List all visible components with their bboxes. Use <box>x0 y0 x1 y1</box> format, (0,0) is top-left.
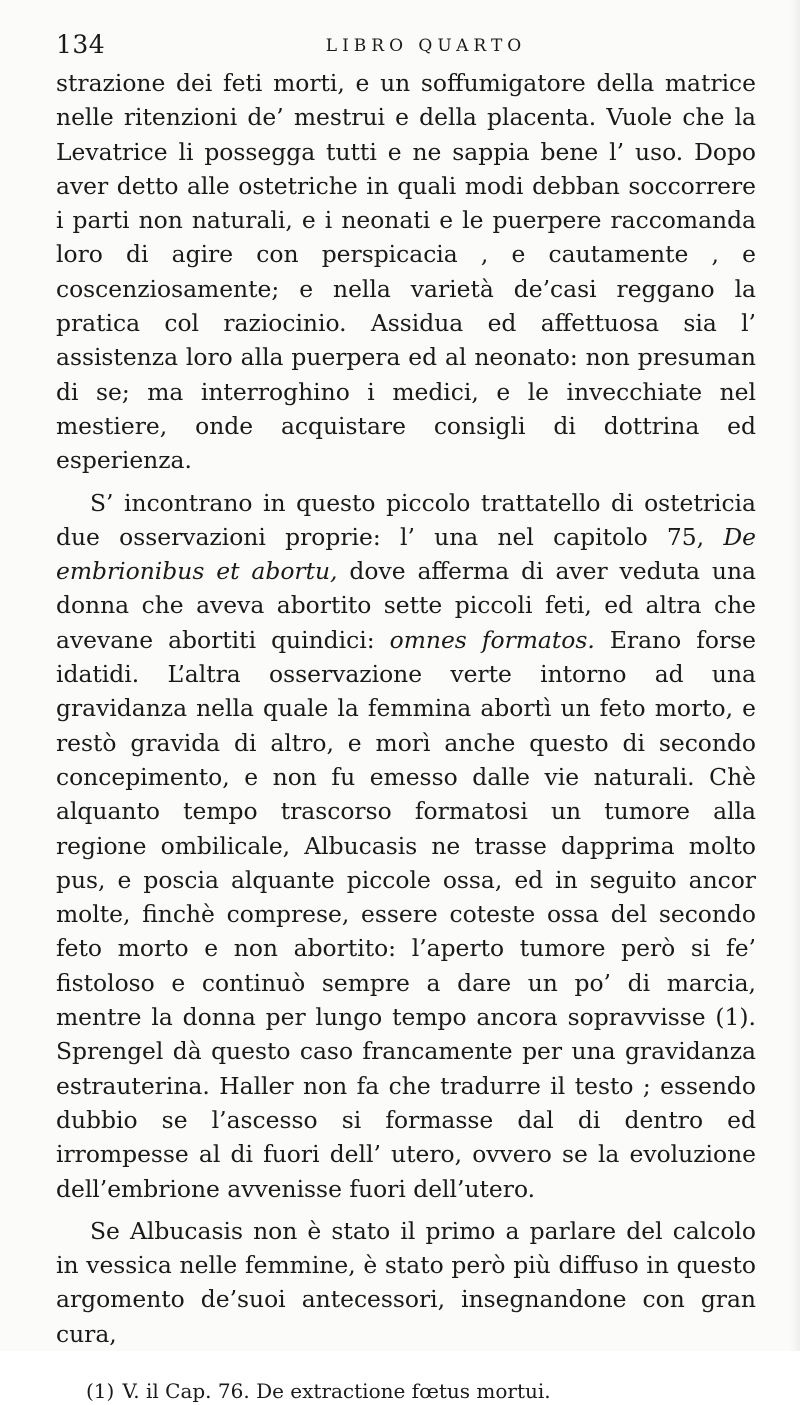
paragraph-calculus: Se Albucasis non è stato il primo a parlare del calcolo in vessica nelle femmine, è stato però più diffuso in questo argomento de’suoi antecessori, insegnandone con gran cura, <box>56 1216 756 1348</box>
paragraph-text: dove afferma di aver veduta una donna che aveva abortito sette piccoli feti, ed altra che avevane abortiti quindici: <box>56 557 756 654</box>
footnote-text: V. il Cap. 76. De extractione fœtus mortui. <box>122 1378 551 1403</box>
footnote <box>56 1377 756 1405</box>
latin-title: De embrionibus et abortu, <box>56 522 756 586</box>
page-number: 134 <box>56 30 106 59</box>
page-edge-shadow <box>790 0 800 1351</box>
latin-quote: omnes formatos. <box>389 625 595 654</box>
paragraph-text: S’ incontrano in questo piccolo trattatello di ostetricia due osservazioni proprie: l’ una nel capitolo 75, <box>56 488 756 551</box>
page-header <box>56 28 756 62</box>
footnote-marker: (1) <box>86 1378 115 1403</box>
paragraph-observations <box>56 486 756 1206</box>
paragraph-continuation: strazione dei feti morti, e un soffumigatore della matrice nelle ritenzioni de’ mestrui e della placenta. Vuole che la Levatrice li possegga tutti e ne sappia bene l’ uso. Dopo aver detto alle ostetriche in quali modi debban soccorrere i parti non naturali, e i neonati e le puerpere raccomanda loro di agire con perspicacia , e cautamente , e coscenziosamente; e nella varietà de’casi reggano la pratica col raziocinio. Assidua ed affettuosa sia l’ assistenza loro alla puerpera ed al neonato: non presuman di se; ma interroghino i medici, e le invecchiate nel mestiere, onde acquistare consigli di dottrina ed esperienza. <box>56 69 756 475</box>
body-text <box>56 66 756 1351</box>
running-head: LIBRO QUARTO <box>325 36 527 56</box>
paragraph-text: Erano forse idatidi. L’altra osservazione verte intorno ad una gravidanza nella quale la femmina abortì un feto morto, e restò gravida di altro, e morì anche questo di secondo concepimento, e non fu emesso dalle vie naturali. Chè alquanto tempo trascorso formatosi un tumore alla regione ombilicale, Albucasis ne trasse dapprima molto pus, e poscia alquante piccole ossa, ed in seguito ancor molte, finchè comprese, essere coteste ossa del secondo feto morto e non abortito: l’aperto tumore però si fe’ fistoloso e continuò sempre a dare un po’ di marcia, mentre la donna per lungo tempo ancora sopravvisse (1). Sprengel dà questo caso francamente per una gravidanza estrauterina. Haller non fa che tradurre il testo ; essendo dubbio se l’ascesso si formasse dal di dentro ed irrompesse al di fuori dell’ utero, ovvero se la evoluzione dell’embrione avvenisse fuori dell’utero. <box>56 625 756 1203</box>
